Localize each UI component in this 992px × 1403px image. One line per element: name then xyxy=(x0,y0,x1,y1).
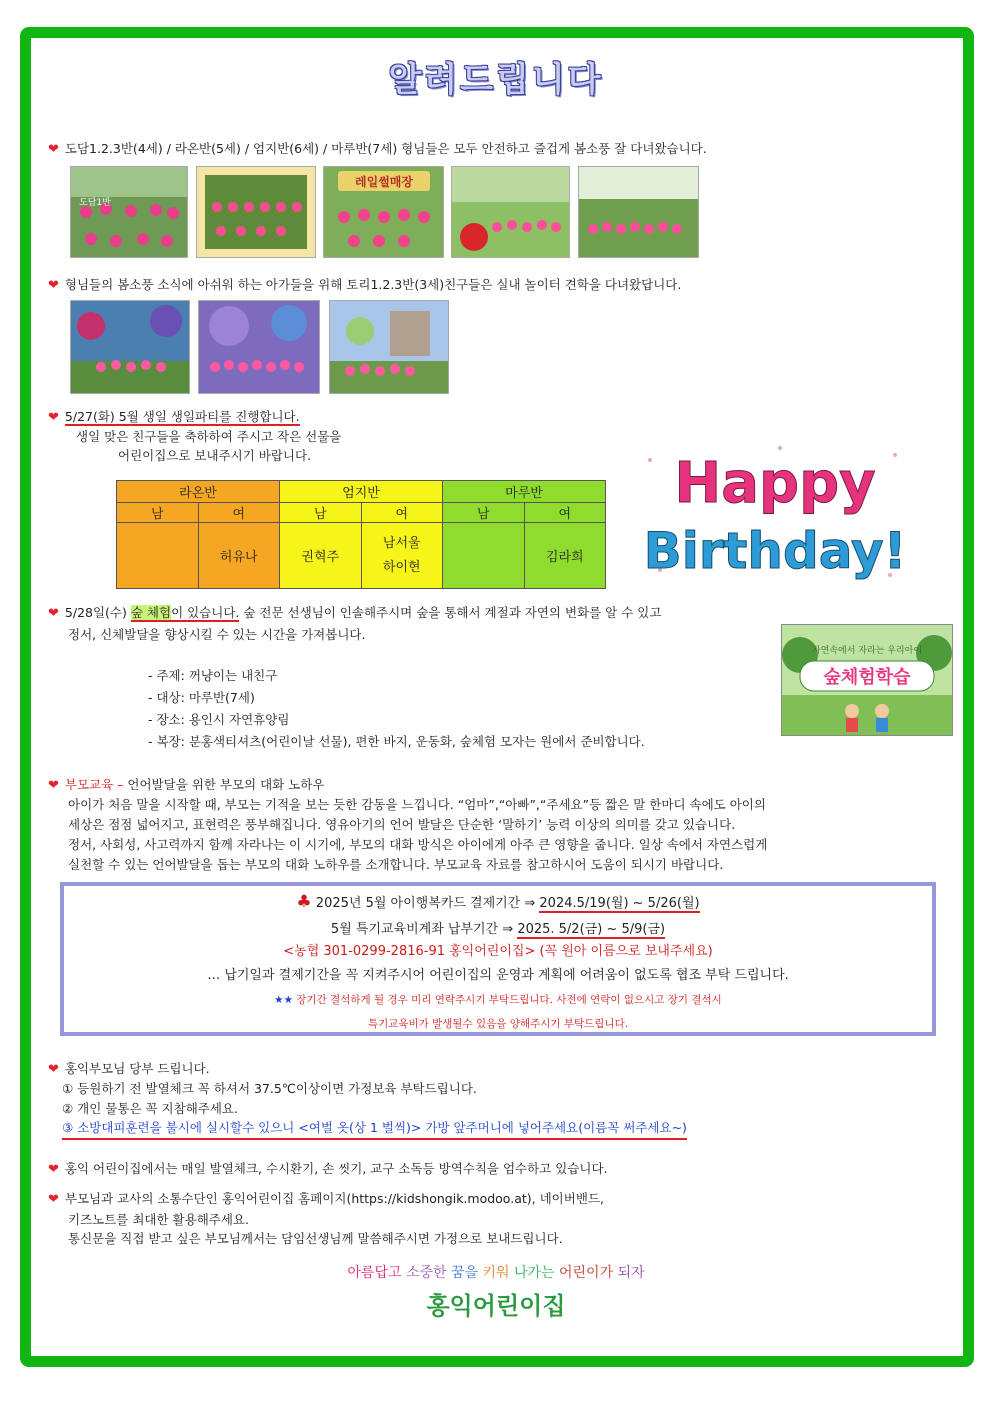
absence-notice-text: 장기간 결석하게 될 경우 미리 연락주시기 부탁드립니다. 사전에 연락이 없으시고 장기 결석시 xyxy=(293,994,722,1006)
parent-edu-line: 아이가 처음 말을 시작할 때, 부모는 기적을 보는 듯한 감동을 느낍니다. “엄마”,“아빠”,“주세요”등 짧은 말 한마디 속에도 아이의 xyxy=(68,797,766,812)
star-icon: ★★ xyxy=(274,994,293,1006)
card-payment-dates: 2024.5/19(월) ~ 5/26(월) xyxy=(539,896,700,911)
photo-picnic-4 xyxy=(451,166,570,258)
page-title: 알려드립니다 xyxy=(388,60,604,100)
heart-icon: ❤ xyxy=(48,1192,59,1207)
notice-spring-picnic xyxy=(48,140,707,159)
bank-account-line: <농협 301-0299-2816-91 홍익어린이집> (꼭 원아 이름으로 보내주세요) xyxy=(283,944,713,959)
communication-line2: 키즈노트를 최대한 활용해주세요. xyxy=(68,1212,249,1227)
special-fee-label: 5월 특기교육비계좌 납부기간 ⇒ xyxy=(330,922,518,937)
heart-icon: ❤ xyxy=(48,1162,59,1177)
notice-indoor-playground xyxy=(48,276,681,295)
motto-word: 아름답고 xyxy=(347,1265,402,1281)
happy-text: Happy xyxy=(674,451,876,516)
gender-cell: 여 xyxy=(524,503,606,523)
forest-line2: 정서, 신체발달을 향상시킬 수 있는 시간을 가져봅니다. xyxy=(68,627,366,642)
requests-heading xyxy=(48,1060,210,1079)
heart-icon: ❤ xyxy=(48,606,59,621)
parent-edu-line: 실천할 수 있는 언어발달을 돕는 부모의 대화 노하우를 소개합니다. 부모교육 자료를 참고하시어 도움이 되시기 바랍니다. xyxy=(68,857,724,872)
communication-line3: 통신문을 직접 받고 싶은 부모님께서는 담임선생님께 말씀해주시면 가정으로 보내드립니다. xyxy=(68,1231,563,1246)
forest-graphic-title: 숲체험학습 xyxy=(823,667,911,688)
photo-picnic-1 xyxy=(70,166,188,258)
photo-playground-3 xyxy=(329,300,449,394)
forest-item: - 대상: 마루반(7세) xyxy=(148,690,255,705)
forest-item: - 복장: 분홍색티셔츠(어린이날 선물), 편한 바지, 운동화, 숲체험 모자는 원에서 준비합니다. xyxy=(148,734,645,749)
class-header-raon: 라온반 xyxy=(117,481,280,503)
motto-word: 키워 xyxy=(478,1265,510,1281)
parent-edu-label: 부모교육 – xyxy=(64,777,128,792)
payment-notice-box xyxy=(60,882,936,1036)
forest-item: - 주제: 꺼냥이는 내친구 xyxy=(148,668,278,683)
name-cell: 남서울 하이현 xyxy=(361,523,443,589)
request-item-1: ① 등원하기 전 발열체크 꼭 하셔서 37.5℃이상이면 가정보육 부탁드립니다. xyxy=(62,1081,477,1096)
heart-icon: ❤ xyxy=(48,278,59,293)
hygiene-notice xyxy=(48,1160,608,1179)
photo-playground-1 xyxy=(70,300,190,394)
forest-highlight: 숲 체험 xyxy=(130,605,172,620)
gender-cell: 남 xyxy=(117,503,199,523)
motto-word: 소중한 xyxy=(401,1265,447,1281)
class-header-eomji: 엄지반 xyxy=(280,481,443,503)
birthday-line1: 5/27(화) 5월 생일 생일파티를 진행합니다. xyxy=(64,409,300,424)
forest-tail: 숲 전문 선생님이 인솔해주시며 숲을 통해서 계절과 자연의 변화를 알 수 있고 xyxy=(239,605,662,620)
motto-word: 되자 xyxy=(613,1265,645,1281)
parent-edu-line: 세상은 점점 넓어지고, 표현력은 풍부해집니다. 영유아기의 언어 발달은 단순한 ‘말하기’ 능력 이상의 의미를 갖고 있습니다. xyxy=(68,817,736,832)
photo-label: 도담1반 xyxy=(79,198,111,208)
name-cell: 권혁주 xyxy=(280,523,362,589)
absence-notice-line xyxy=(64,992,932,1007)
gender-cell: 여 xyxy=(198,503,280,523)
request-item-3: ③ 소방대피훈련을 불시에 실시할수 있으니 <여벌 옷(상 1 벌씩)> 가방 앞주머니에 넣어주세요(이름꼭 써주세요~) xyxy=(62,1119,687,1140)
communication-line1: 부모님과 교사의 소통수단인 홍익어린이집 홈페이지(https://kidshongik.modoo.at), 네이버밴드, xyxy=(64,1191,604,1206)
gender-cell: 남 xyxy=(280,503,362,523)
name-cell: 허유나 xyxy=(198,523,280,589)
footer-daycare-name: 홍익어린이집 xyxy=(426,1292,566,1320)
parent-edu-title: 언어발달을 위한 부모의 대화 노하우 xyxy=(127,777,325,792)
photo-picnic-5 xyxy=(578,166,699,258)
forest-caption: 자연속에서 자라는 우리아이 xyxy=(811,646,923,656)
absence-fee-line: 특기교육비가 발생될수 있음을 양해주시기 부탁드립니다. xyxy=(367,1018,629,1030)
photo-playground-2 xyxy=(198,300,320,394)
card-payment-line xyxy=(64,892,932,912)
heart-icon: ❤ xyxy=(48,778,59,793)
cooperation-request-line: … 납기일과 결제기간을 꼭 지켜주시어 어린이집의 운영과 계획에 어려움이 없도록 협조 부탁 드립니다. xyxy=(207,968,789,983)
motto xyxy=(0,1262,992,1282)
hygiene-text: 홍익 어린이집에서는 매일 발열체크, 수시환기, 손 씻기, 교구 소독등 방역수칙을 엄수하고 있습니다. xyxy=(64,1161,608,1176)
birthday-text: Birthday! xyxy=(643,522,907,580)
special-fee-dates: 2025. 5/2(금) ~ 5/9(금) xyxy=(517,922,666,937)
forest-item: - 장소: 용인시 자연휴양림 xyxy=(148,712,290,727)
communication-notice xyxy=(48,1190,604,1209)
forest-date: 5/28일(수) xyxy=(64,605,131,620)
birthday-table xyxy=(116,480,606,589)
birthday-line2: 생일 맞은 친구들을 축하하여 주시고 작은 선물을 xyxy=(76,429,342,444)
motto-word: 나가는 xyxy=(509,1265,555,1281)
gender-cell: 여 xyxy=(361,503,443,523)
photo-picnic-3 xyxy=(323,166,444,258)
heart-icon: ❤ xyxy=(48,410,59,425)
heart-icon: ❤ xyxy=(48,142,59,157)
photo-label: 레일썰매장 xyxy=(355,175,413,189)
happy-birthday-graphic xyxy=(640,440,910,590)
heart-icon: ❤ xyxy=(48,1062,59,1077)
motto-word: 어린이가 xyxy=(554,1265,614,1281)
card-payment-label: 2025년 5월 아이행복카드 결제기간 ⇒ xyxy=(315,896,540,911)
parent-education-heading xyxy=(48,776,324,795)
forest-rest: 이 있습니다. xyxy=(171,605,240,620)
notice-text: 도담1.2.3반(4세) / 라온반(5세) / 엄지반(6세) / 마루반(7세) 형님들은 모두 안전하고 즐겁게 봄소풍 잘 다녀왔습니다. xyxy=(64,141,707,156)
parent-edu-line: 정서, 사회성, 사고력까지 함께 자라나는 이 시기에, 부모의 대화 방식은 아이에게 아주 큰 영향을 줍니다. 일상 속에서 자연스럽게 xyxy=(68,837,768,852)
name-cell xyxy=(443,523,525,589)
notice-text: 형님들의 봄소풍 소식에 아쉬워 하는 아가들을 위해 토리1.2.3반(3세)친구들은 실내 놀이터 견학을 다녀왔답니다. xyxy=(64,277,682,292)
requests-title: 홍익부모님 당부 드립니다. xyxy=(64,1061,210,1076)
motto-word: 꿈을 xyxy=(446,1265,479,1281)
gender-cell: 남 xyxy=(443,503,525,523)
forest-notice xyxy=(48,604,661,623)
birthday-line3: 어린이집으로 보내주시기 바랍니다. xyxy=(118,448,312,463)
name-cell xyxy=(117,523,199,589)
forest-graphic xyxy=(781,624,953,736)
birthday-notice xyxy=(48,408,300,427)
name-cell: 김라희 xyxy=(524,523,606,589)
special-fee-line xyxy=(64,918,932,937)
photo-picnic-2 xyxy=(196,166,316,258)
class-header-maru: 마루반 xyxy=(443,481,606,503)
request-item-2: ② 개인 물통은 꼭 지참해주세요. xyxy=(62,1101,238,1116)
club-icon: ♣ xyxy=(296,892,312,912)
